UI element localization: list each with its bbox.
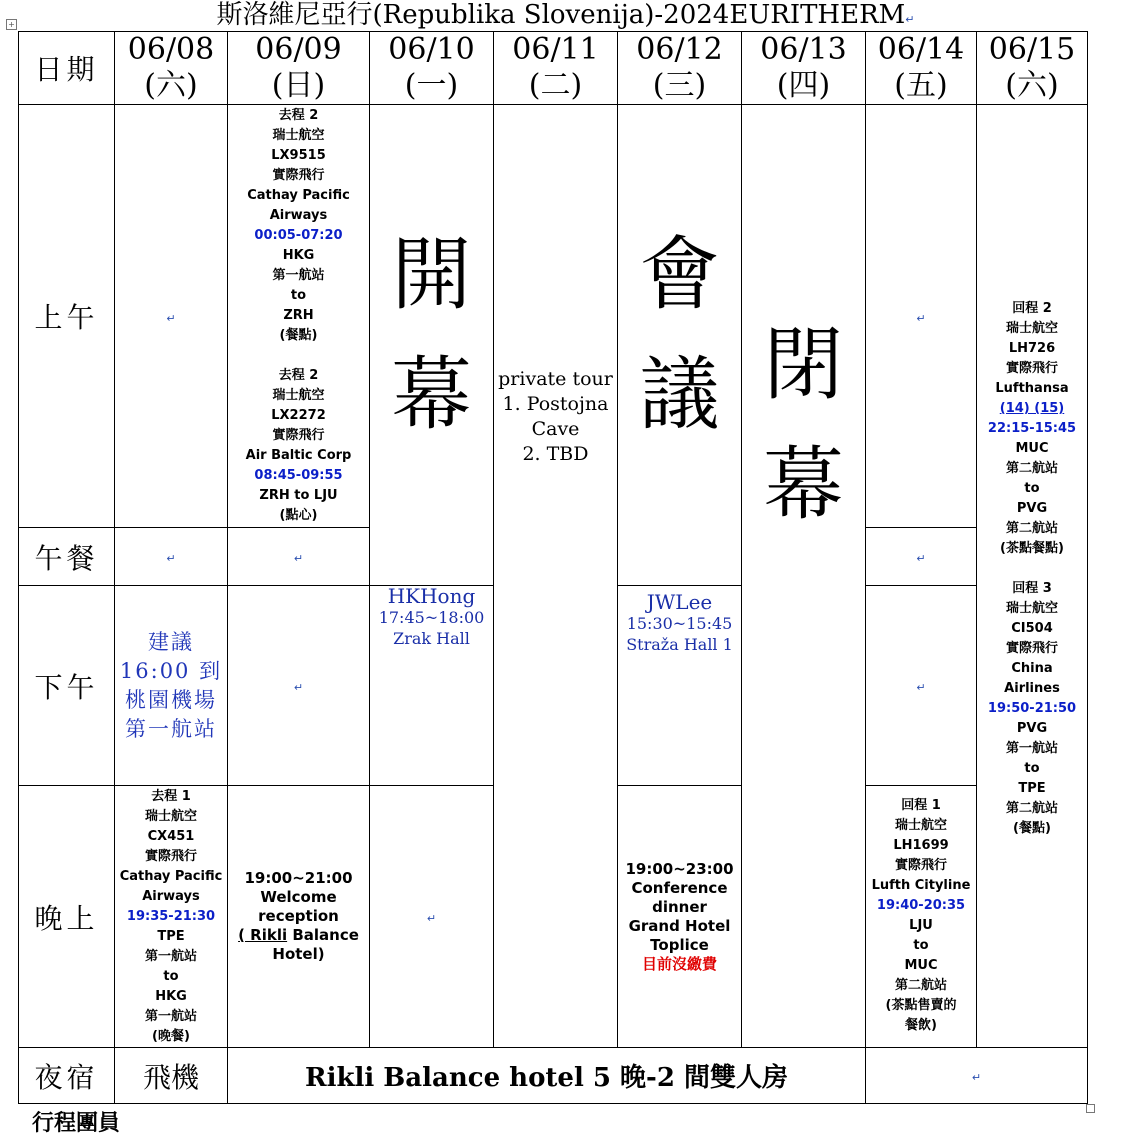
event-line: ( Rikli bbox=[238, 926, 288, 944]
flight-to: to bbox=[290, 288, 307, 303]
day-of-week: (六) bbox=[144, 68, 198, 103]
flight-meal: (餐點) bbox=[1013, 821, 1051, 836]
flight-airline: 瑞士航空 bbox=[272, 388, 325, 403]
talk-jwlee-cell bbox=[618, 586, 742, 786]
flight-origin: TPE bbox=[157, 928, 185, 944]
day-of-week: (二) bbox=[528, 68, 583, 103]
talk-speaker: HKHong bbox=[387, 585, 476, 608]
opening-char: 開 bbox=[391, 228, 472, 321]
flight-number: LX9515 bbox=[271, 148, 326, 163]
empty-cell: ↵ bbox=[866, 1048, 1088, 1104]
flight-route: ZRH to LJU bbox=[259, 488, 338, 503]
flight-to: to bbox=[163, 968, 179, 984]
talk-hkhong-cell bbox=[370, 586, 494, 786]
flight-terminal: 第一航站 bbox=[144, 948, 197, 964]
flight-meal: (晚餐) bbox=[152, 1028, 190, 1044]
opening-char: 幕 bbox=[391, 348, 472, 441]
flight-origin: HKG bbox=[282, 248, 315, 263]
flight-meal: (茶點售賣的 bbox=[885, 998, 957, 1013]
flight-origin: MUC bbox=[1015, 441, 1049, 456]
flight-to: to bbox=[913, 938, 929, 953]
flight-title: 回程 1 bbox=[901, 798, 941, 813]
table-move-handle-icon[interactable]: + bbox=[6, 19, 17, 30]
talk-hall: Straža Hall 1 bbox=[626, 635, 733, 654]
flight-destination: HKG bbox=[155, 988, 187, 1004]
flight-number: LX2272 bbox=[271, 408, 326, 423]
flight-time: 19:40-20:35 bbox=[876, 898, 966, 913]
opening-cell bbox=[370, 105, 494, 586]
day-header bbox=[866, 32, 977, 105]
flight-terminal: 第一航站 bbox=[1005, 741, 1058, 756]
night-plane-cell: 飛機 bbox=[115, 1048, 228, 1104]
day-date: 06/11 bbox=[512, 32, 599, 67]
conference-char: 議 bbox=[639, 348, 720, 441]
flight-actual-label: 實際飛行 bbox=[272, 168, 325, 183]
flight-origin: LJU bbox=[909, 918, 933, 933]
flight-actual-label: 實際飛行 bbox=[1005, 641, 1058, 656]
private-tour-cell bbox=[494, 105, 618, 1048]
page-title bbox=[0, 0, 1131, 35]
flight-actual-label: 實際飛行 bbox=[144, 848, 197, 864]
table-resize-handle-icon[interactable] bbox=[1086, 1104, 1095, 1113]
header-row bbox=[19, 32, 1088, 105]
empty-cell: ↵ bbox=[228, 586, 370, 786]
event-line: dinner bbox=[652, 897, 707, 916]
event-line: Grand Hotel bbox=[628, 916, 731, 935]
flight-meal: (茶點餐點) bbox=[1000, 541, 1064, 556]
flight-airline: 瑞士航空 bbox=[144, 808, 197, 824]
flight-to: to bbox=[1024, 761, 1040, 776]
closing-char: 幕 bbox=[763, 438, 844, 531]
flight-destination: MUC bbox=[904, 958, 938, 973]
return-flights-cell bbox=[977, 105, 1088, 1048]
row-label-morning: 上午 bbox=[19, 105, 115, 528]
talk-speaker: JWLee bbox=[646, 590, 713, 614]
event-line: Welcome bbox=[260, 888, 337, 906]
day-of-week: (日) bbox=[271, 68, 326, 103]
day-header bbox=[742, 32, 866, 105]
flight-destination: TPE bbox=[1018, 781, 1046, 796]
day-date: 06/14 bbox=[877, 32, 965, 67]
flight-actual-label: 實際飛行 bbox=[272, 428, 325, 443]
day-date: 06/12 bbox=[636, 32, 723, 67]
row-label-night: 夜宿 bbox=[19, 1048, 115, 1104]
flight-title: 回程 2 bbox=[1012, 301, 1052, 316]
date-label: 日期 bbox=[19, 32, 115, 105]
flight-actual-label: 實際飛行 bbox=[1005, 361, 1058, 376]
event-line: reception bbox=[258, 907, 339, 925]
day-of-week: (三) bbox=[652, 68, 707, 103]
closing-cell bbox=[742, 105, 866, 1048]
tour-line: 2. TBD bbox=[522, 443, 589, 465]
flight-to: to bbox=[1024, 481, 1040, 496]
flight-time: 22:15-15:45 bbox=[987, 421, 1077, 436]
flight-destination: ZRH bbox=[283, 308, 314, 323]
day-header bbox=[228, 32, 370, 105]
empty-cell: ↵ bbox=[866, 105, 977, 528]
day-of-week: (四) bbox=[776, 68, 831, 103]
talk-time: 17:45~18:00 bbox=[378, 608, 485, 627]
flight-back-1-cell bbox=[866, 786, 977, 1048]
flight-time: 00:05-07:20 bbox=[254, 228, 343, 243]
flight-carrier: Lufthansa bbox=[995, 381, 1069, 396]
day-of-week: (五) bbox=[894, 68, 948, 103]
empty-cell: ↵ bbox=[115, 528, 228, 586]
payment-status: 目前沒繳費 bbox=[641, 954, 717, 973]
event-line: Balance bbox=[287, 926, 359, 944]
paragraph-mark-icon: ↵ bbox=[905, 13, 915, 26]
flight-time: 19:35-21:30 bbox=[126, 908, 216, 924]
closing-char: 閉 bbox=[763, 318, 844, 411]
flight-airline: 瑞士航空 bbox=[1005, 601, 1058, 616]
flight-carrier: Air Baltic Corp bbox=[245, 448, 352, 463]
flight-carrier: Lufth Cityline bbox=[871, 878, 971, 893]
suggestion-cell bbox=[115, 586, 228, 786]
flight-time: 19:50-21:50 bbox=[987, 701, 1077, 716]
flight-carrier: Cathay Pacific bbox=[119, 868, 223, 884]
flight-out-2-cell bbox=[228, 105, 370, 528]
row-label-afternoon: 下午 bbox=[19, 586, 115, 786]
flight-out-1-cell bbox=[115, 786, 228, 1048]
flight-airline: 瑞士航空 bbox=[1005, 321, 1058, 336]
flight-terminal: 第一航站 bbox=[272, 268, 325, 283]
day-date: 06/08 bbox=[127, 32, 215, 67]
day-date: 06/15 bbox=[988, 32, 1076, 67]
event-time: 19:00~21:00 bbox=[244, 869, 353, 887]
morning-row bbox=[19, 105, 1088, 528]
event-line: Conference bbox=[631, 878, 728, 897]
event-time: 19:00~23:00 bbox=[625, 859, 734, 878]
flight-number: LH1699 bbox=[893, 838, 949, 853]
title-text: 斯洛維尼亞行(Republika Slovenija)-2024EURITHERM bbox=[216, 0, 906, 30]
flight-title: 去程 1 bbox=[151, 788, 191, 804]
flight-number: CI504 bbox=[1011, 621, 1053, 636]
footer-heading: 行程團員 bbox=[32, 1110, 121, 1136]
flight-carrier: Cathay Pacific bbox=[247, 188, 350, 203]
night-row bbox=[19, 1048, 1088, 1104]
flight-airline: 瑞士航空 bbox=[272, 128, 325, 143]
flight-terminal: 第二航站 bbox=[894, 978, 947, 993]
flight-destination: PVG bbox=[1016, 501, 1048, 516]
suggestion-line: 16:00 到 bbox=[119, 658, 223, 683]
empty-cell: ↵ bbox=[370, 786, 494, 1048]
flight-meal: (點心) bbox=[279, 508, 318, 523]
flight-days: (14) (15) bbox=[999, 401, 1065, 416]
conference-char: 會 bbox=[639, 228, 720, 321]
day-of-week: (六) bbox=[1005, 68, 1059, 103]
talk-hall: Zrak Hall bbox=[393, 629, 470, 648]
flight-title: 回程 3 bbox=[1012, 581, 1052, 596]
flight-airline: 瑞士航空 bbox=[894, 818, 947, 833]
suggestion-line: 桃園機場 bbox=[125, 687, 217, 712]
tour-line: private tour bbox=[498, 368, 613, 390]
day-header bbox=[494, 32, 618, 105]
suggestion-line: 第一航站 bbox=[125, 716, 217, 741]
conference-cell bbox=[618, 105, 742, 586]
flight-number: LH726 bbox=[1008, 341, 1056, 356]
flight-origin: PVG bbox=[1016, 721, 1048, 736]
suggestion-line: 建議 bbox=[148, 629, 194, 654]
row-label-lunch: 午餐 bbox=[19, 528, 115, 586]
tour-line: 1. Postojna bbox=[502, 393, 609, 415]
flight-title: 去程 2 bbox=[278, 108, 319, 123]
empty-cell: ↵ bbox=[228, 528, 370, 586]
day-header bbox=[977, 32, 1088, 105]
day-date: 06/13 bbox=[760, 32, 847, 67]
talk-time: 15:30~15:45 bbox=[626, 614, 733, 633]
flight-actual-label: 實際飛行 bbox=[894, 858, 947, 873]
tour-line: Cave bbox=[531, 418, 580, 440]
flight-carrier: Airways bbox=[142, 888, 200, 904]
flight-terminal: 第一航站 bbox=[144, 1008, 197, 1024]
flight-carrier: Airlines bbox=[1004, 681, 1060, 696]
day-header bbox=[370, 32, 494, 105]
flight-terminal: 第二航站 bbox=[1005, 461, 1058, 476]
welcome-reception-cell bbox=[228, 786, 370, 1048]
flight-meal: 餐飲) bbox=[905, 1018, 937, 1033]
conference-dinner-cell bbox=[618, 786, 742, 1048]
event-line: Toplice bbox=[650, 935, 709, 954]
day-of-week: (一) bbox=[404, 68, 459, 103]
hotel-cell: Rikli Balance hotel 5 晚-2 間雙人房 bbox=[228, 1048, 866, 1104]
event-line: Hotel) bbox=[272, 945, 325, 963]
day-date: 06/10 bbox=[388, 32, 475, 67]
flight-time: 08:45-09:55 bbox=[254, 468, 343, 483]
day-header bbox=[618, 32, 742, 105]
schedule-table bbox=[18, 31, 1088, 1104]
flight-number: CX451 bbox=[147, 828, 195, 844]
flight-carrier: China bbox=[1011, 661, 1053, 676]
empty-cell: ↵ bbox=[115, 105, 228, 528]
day-date: 06/09 bbox=[255, 32, 342, 67]
flight-carrier: Airways bbox=[269, 208, 328, 223]
empty-cell: ↵ bbox=[866, 528, 977, 586]
flight-terminal: 第二航站 bbox=[1005, 801, 1058, 816]
flight-terminal: 第二航站 bbox=[1005, 521, 1058, 536]
empty-cell: ↵ bbox=[866, 586, 977, 786]
day-header bbox=[115, 32, 228, 105]
row-label-evening: 晚上 bbox=[19, 786, 115, 1048]
flight-title: 去程 2 bbox=[278, 368, 319, 383]
flight-meal: (餐點) bbox=[279, 328, 318, 343]
